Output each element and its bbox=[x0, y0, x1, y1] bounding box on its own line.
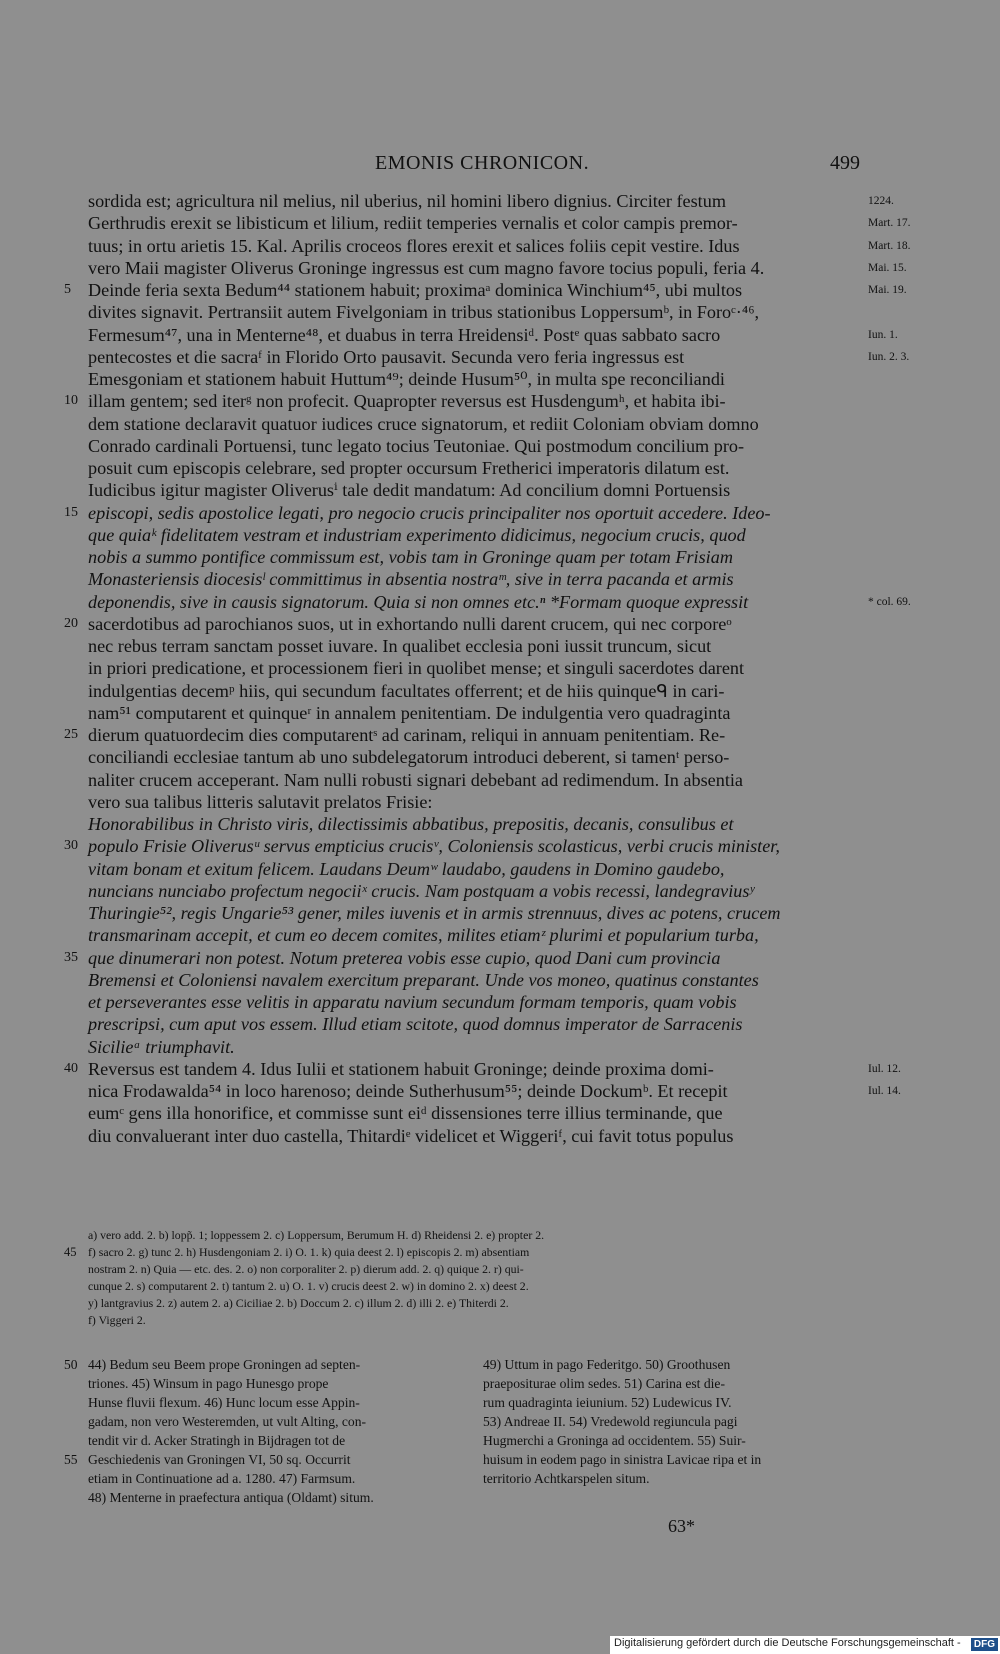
text-line bbox=[88, 413, 864, 435]
footnote-line bbox=[88, 1393, 474, 1412]
line-number: 5 bbox=[64, 282, 71, 297]
line-text: nobis a summo pontifice commissum est, vobis tam in Groninge quam per totam Frisiam bbox=[88, 547, 733, 567]
footnote-text: Hunse fluvii flexum. 46) Hunc locum esse Appin- bbox=[88, 1395, 360, 1410]
text-line bbox=[88, 257, 907, 279]
line-text: diu convaluerant inter duo castella, Thitardiᵉ videlicet et Wiggeriᶠ, cui favit totus populus bbox=[88, 1125, 734, 1146]
text-line bbox=[88, 902, 864, 924]
line-text: episcopi, sedis apostolice legati, pro negocio crucis principaliter nos oportuit accedere. Ideo- bbox=[88, 502, 771, 523]
apparatus-text: y) lantgravius 2. z) autem 2. a) Ciciliae 2. b) Doccum 2. c) illum 2. d) illi 2. e) Thiterdi 2. bbox=[88, 1296, 509, 1310]
running-title: EMONIS CHRONICON. bbox=[375, 152, 590, 174]
line-text: Thuringie⁵², regis Ungarie⁵³ gener, miles iuvenis et in armis strennuus, dives ac potens, crucem bbox=[88, 903, 781, 923]
line-text: vitam bonam et exitum felicem. Laudans Deumʷ laudabo, gaudens in Domino gaudebo, bbox=[88, 858, 725, 879]
line-number: 15 bbox=[64, 504, 78, 520]
line-text: Honorabilibus in Christo viris, dilectissimis abbatibus, prepositis, decanis, consulibus et bbox=[88, 814, 734, 834]
line-text: Emesgoniam et stationem habuit Huttum⁴⁹; deinde Husum⁵⁰, in multa spe reconciliandi bbox=[88, 369, 725, 389]
footnote-line bbox=[483, 1469, 863, 1488]
line-text: et perseverantes esse velitis in apparatu navium secundum formam temporis, quam vobis bbox=[88, 992, 737, 1012]
digitization-footer bbox=[610, 1636, 1000, 1654]
footnote-text: Hugmerchi a Groninga ad occidentem. 55) Suir- bbox=[483, 1433, 746, 1448]
footnote-line bbox=[483, 1450, 863, 1469]
line-text: Monasteriensis diocesisˡ committimus in absentia nostraᵐ, sive in terra pacanda et armis bbox=[88, 569, 734, 590]
text-line bbox=[88, 1125, 864, 1147]
line-text: Iudicibus igitur magister Oliverusⁱ tale dedit mandatum: Ad concilium domni Portuensis bbox=[88, 480, 731, 501]
text-line bbox=[64, 279, 907, 301]
text-line bbox=[88, 769, 864, 791]
line-text: divites signavit. Pertransiit autem Fivelgoniam in tribus stationibus Loppersumᵇ, in Foroᶜ·⁴⁶, bbox=[88, 302, 760, 323]
margin-date-note: 1224. bbox=[868, 195, 894, 207]
line-text: naliter crucem acceperant. Nam nulli robusti signari debebant ad redimendum. In absentia bbox=[88, 769, 744, 790]
line-text: dem statione declaravit quatuor iudices cruce signatorum, et rediit Coloniam obviam domno bbox=[88, 413, 759, 434]
line-text: posuit cum episcopis celebrare, sed propter occursum Fretherici imperatoris dilatum est. bbox=[88, 458, 730, 478]
line-text: sacerdotibus ad parochianos suos, ut in exhortando nulli darent crucem, qui nec corporeᵒ bbox=[88, 613, 732, 634]
apparatus-text: nostram 2. n) Quia — etc. des. 2. o) non corporaliter 2. p) dierum add. 2. q) quique 2. r) qui- bbox=[88, 1262, 524, 1276]
main-text bbox=[64, 190, 911, 1147]
text-line bbox=[88, 212, 911, 234]
text-line bbox=[88, 969, 864, 991]
margin-date-note: Mai. 15. bbox=[868, 261, 907, 274]
line-text: populo Frisie Oliverusᵘ servus empticius crucisᵛ, Coloniensis scolasticus, verbi crucis minister, bbox=[88, 836, 780, 857]
line-text: prescripsi, cum aput vos essem. Illud etiam scitote, quod domnus imperator de Sarracenis bbox=[88, 1014, 743, 1035]
text-line bbox=[88, 546, 864, 568]
dfg-logo-icon: DFG bbox=[971, 1638, 998, 1651]
footnote-text: 53) Andreae II. 54) Vredewold regiuncula pagi bbox=[483, 1414, 738, 1429]
text-line bbox=[88, 190, 894, 212]
margin-date-note: Iun. 1. bbox=[868, 328, 898, 341]
line-text: Reversus est tandem 4. Idus Iulii et stationem habuit Groninge; deinde proxima domi- bbox=[88, 1058, 714, 1079]
funding-credit: Digitalisierung gefördert durch die Deutsche Forschungsgemeinschaft - bbox=[614, 1637, 961, 1649]
text-line bbox=[88, 591, 911, 613]
footnote-text: etiam in Continuatione ad a. 1280. 47) Farmsum. bbox=[88, 1471, 356, 1486]
footnote-text: gadam, non vero Westeremden, ut vult Alting, con- bbox=[88, 1414, 367, 1429]
line-text: que dinumerari non potest. Notum preterea vobis esse cupio, quod Dani cum provincia bbox=[88, 947, 721, 968]
text-line bbox=[88, 568, 864, 590]
apparatus-text: a) vero add. 2. b) lopp̃. 1; loppessem 2. c) Loppersum, Berumum H. d) Rheidensi 2. e) propter 2. bbox=[88, 1228, 545, 1242]
line-text: transmarinam accepit, et cum eo decem comites, milites etiamᶻ plurimi et popularium turba, bbox=[88, 925, 759, 946]
apparatus-line bbox=[88, 1312, 864, 1329]
text-line bbox=[88, 746, 864, 768]
text-line bbox=[88, 235, 911, 257]
apparatus-line bbox=[88, 1227, 864, 1244]
text-line bbox=[88, 657, 864, 679]
footnote-line bbox=[88, 1488, 474, 1507]
line-text: vero sua talibus litteris salutavit prelatos Frisie: bbox=[88, 791, 433, 812]
text-line bbox=[88, 924, 864, 946]
line-number: 25 bbox=[64, 727, 78, 742]
footnote-line bbox=[88, 1374, 474, 1393]
line-number: 20 bbox=[64, 615, 78, 631]
line-number: 45 bbox=[64, 1245, 77, 1259]
footnotes-left-column bbox=[64, 1355, 474, 1507]
margin-date-note: Mart. 18. bbox=[868, 239, 911, 252]
text-line bbox=[88, 457, 864, 479]
footnote-line bbox=[64, 1355, 474, 1374]
footnote-text: Geschiedenis van Groningen VI, 50 sq. Occurrit bbox=[88, 1452, 351, 1467]
text-line bbox=[88, 368, 864, 390]
footnote-line bbox=[483, 1412, 863, 1431]
text-line bbox=[88, 479, 864, 501]
line-text: que quiaᵏ fidelitatem vestram et industriam experimento didicimus, negocium crucis, quod bbox=[88, 524, 746, 545]
footnote-text: triones. 45) Winsum in pago Hunesgo prope bbox=[88, 1376, 329, 1391]
footnote-text: 49) Uttum in pago Federitgo. 50) Groothusen bbox=[483, 1357, 731, 1372]
line-number: 40 bbox=[64, 1060, 78, 1076]
footnote-line bbox=[483, 1393, 863, 1412]
text-line bbox=[64, 1058, 901, 1080]
margin-date-note: Mart. 17. bbox=[868, 217, 911, 230]
sheet-signature: 63* bbox=[668, 1516, 695, 1536]
apparatus-line bbox=[88, 1295, 864, 1312]
margin-date-note: * col. 69. bbox=[868, 595, 911, 608]
line-text: eumᶜ gens illa honorifice, et commisse sunt eiᵈ dissensiones terre illius terminande, que bbox=[88, 1103, 723, 1124]
footnote-line bbox=[483, 1431, 863, 1450]
text-line bbox=[88, 858, 864, 880]
footnote-line bbox=[88, 1412, 474, 1431]
line-text: nica Frodawalda⁵⁴ in loco harenoso; deinde Sutherhusum⁵⁵; deinde Dockumᵇ. Et recepit bbox=[88, 1081, 728, 1101]
footnote-line bbox=[64, 1450, 474, 1469]
apparatus-text: cunque 2. s) computarent 2. t) tantum 2. u) O. 1. v) crucis deest 2. w) in domino 2. x) deest 2. bbox=[88, 1279, 529, 1293]
apparatus-line bbox=[88, 1261, 864, 1278]
apparatus-text: f) Viggeri 2. bbox=[88, 1313, 146, 1327]
footnote-text: rum quadraginta ieiunium. 52) Ludewicus IV. bbox=[483, 1395, 732, 1410]
apparatus-text: f) sacro 2. g) tunc 2. h) Husdengoniam 2. i) O. 1. k) quia deest 2. l) episcopis 2. m) absentiam bbox=[88, 1245, 530, 1259]
page-number: 499 bbox=[830, 152, 860, 174]
line-text: pentecostes et die sacraᶠ in Florido Orto pausavit. Secunda vero feria ingressus est bbox=[88, 346, 685, 367]
line-text: indulgentias decemᵖ hiis, qui secundum facultates offerrent; et de hiis quinqueᑫ in cari- bbox=[88, 680, 725, 701]
line-number: 35 bbox=[64, 949, 78, 965]
text-line bbox=[88, 524, 864, 546]
line-text: conciliandi ecclesiae tantum ab uno subdelegatorum introduci deberent, si tamenᵗ perso- bbox=[88, 747, 730, 768]
margin-date-note: Mai. 19. bbox=[868, 284, 907, 296]
line-number: 50 bbox=[64, 1357, 78, 1372]
text-line bbox=[88, 346, 910, 368]
text-line bbox=[88, 791, 864, 813]
text-line bbox=[88, 813, 864, 835]
footnote-text: 48) Menterne in praefectura antiqua (Oldamt) situm. bbox=[88, 1490, 374, 1505]
line-text: illam gentem; sed iterᵍ non profecit. Quapropter reversus est Husdengumʰ, et habita ibi- bbox=[88, 391, 726, 412]
text-line bbox=[64, 502, 864, 524]
text-line bbox=[88, 1036, 864, 1058]
text-line bbox=[64, 390, 864, 412]
critical-apparatus bbox=[64, 1227, 864, 1329]
text-line bbox=[88, 1102, 864, 1124]
text-line bbox=[88, 301, 864, 323]
line-text: Deinde feria sexta Bedum⁴⁴ stationem habuit; proximaᵃ dominica Winchium⁴⁵, ubi multos bbox=[88, 280, 743, 300]
line-number: 30 bbox=[64, 838, 78, 854]
footnote-text: tendit vir d. Acker Stratingh in Bijdragen tot de bbox=[88, 1433, 346, 1448]
text-line bbox=[88, 702, 864, 724]
margin-date-note: Iul. 12. bbox=[868, 1062, 901, 1075]
line-text: Gerthrudis erexit se libisticum et lilium, rediit temperies vernalis et color campis premor- bbox=[88, 213, 738, 234]
line-text: tuus; in ortu arietis 15. Kal. Aprilis croceos flores erexit et salices foliis cepit vestire. Idus bbox=[88, 235, 740, 256]
line-text: in priori predicatione, et processionem fieri in quolibet mense; et singuli sacerdotes darent bbox=[88, 658, 745, 679]
line-text: dierum quatuordecim dies computarentˢ ad carinam, reliqui in annuam penitentiam. Re- bbox=[88, 725, 726, 745]
text-line bbox=[64, 613, 864, 635]
line-text: nec rebus terram sanctam posset iuvare. In qualibet ecclesia poni iussit truncum, sicut bbox=[88, 636, 712, 656]
footnote-text: territorio Achtkarspelen situm. bbox=[483, 1471, 650, 1486]
footnote-line bbox=[88, 1469, 474, 1488]
footnote-line bbox=[483, 1355, 863, 1374]
text-line bbox=[88, 1080, 901, 1102]
line-text: nam⁵¹ computarent et quinqueʳ in annalem penitentiam. De indulgentia vero quadraginta bbox=[88, 702, 731, 723]
line-text: nuncians nunciabo profectum negociiˣ crucis. Nam postquam a vobis recessi, landegraviusʸ bbox=[88, 880, 755, 901]
text-line bbox=[64, 835, 864, 857]
margin-date-note: Iun. 2. 3. bbox=[868, 350, 910, 363]
line-number: 10 bbox=[64, 393, 78, 409]
line-text: Conrado cardinali Portuensi, tunc legato tocius Teutoniae. Qui postmodum concilium pro- bbox=[88, 435, 745, 456]
line-text: Fermesum⁴⁷, una in Menterne⁴⁸, et duabus in terra Hreidensiᵈ. Postᵉ quas sabbato sacro bbox=[88, 324, 721, 345]
footnote-text: 44) Bedum seu Beem prope Groningen ad septen- bbox=[88, 1357, 361, 1372]
text-line bbox=[88, 635, 864, 657]
line-number: 55 bbox=[64, 1452, 78, 1467]
text-line bbox=[88, 680, 864, 702]
apparatus-line bbox=[88, 1278, 864, 1295]
apparatus-line bbox=[64, 1244, 864, 1261]
line-text: sordida est; agricultura nil melius, nil uberius, nil homini libero dignius. Circiter festum bbox=[88, 191, 726, 211]
line-text: deponendis, sive in causis signatorum. Quia si non omnes etc.ⁿ *Formam quoque expressit bbox=[88, 591, 749, 612]
page-header bbox=[0, 152, 1000, 178]
line-text: Bremensi et Coloniensi navalem exercitum preparant. Unde vos moneo, quatinus constantes bbox=[88, 969, 759, 990]
line-text: vero Maii magister Oliverus Groninge ingressus est cum magno favore tocius populi, feria 4. bbox=[88, 257, 765, 278]
margin-date-note: Iul. 14. bbox=[868, 1085, 901, 1097]
text-line bbox=[88, 1013, 864, 1035]
text-line bbox=[64, 724, 864, 746]
text-line bbox=[88, 324, 898, 346]
footnote-line bbox=[88, 1431, 474, 1450]
line-text: Sicilieᵃ triumphavit. bbox=[88, 1036, 235, 1057]
footnote-line bbox=[483, 1374, 863, 1393]
text-line bbox=[88, 435, 864, 457]
text-line bbox=[64, 947, 864, 969]
text-line bbox=[88, 880, 864, 902]
footnote-text: praepositurae olim sedes. 51) Carina est die- bbox=[483, 1376, 725, 1391]
footnotes-right-column bbox=[483, 1355, 863, 1488]
footnote-text: huisum in eodem pago in sinistra Lavicae ripa et in bbox=[483, 1452, 762, 1467]
text-line bbox=[88, 991, 864, 1013]
